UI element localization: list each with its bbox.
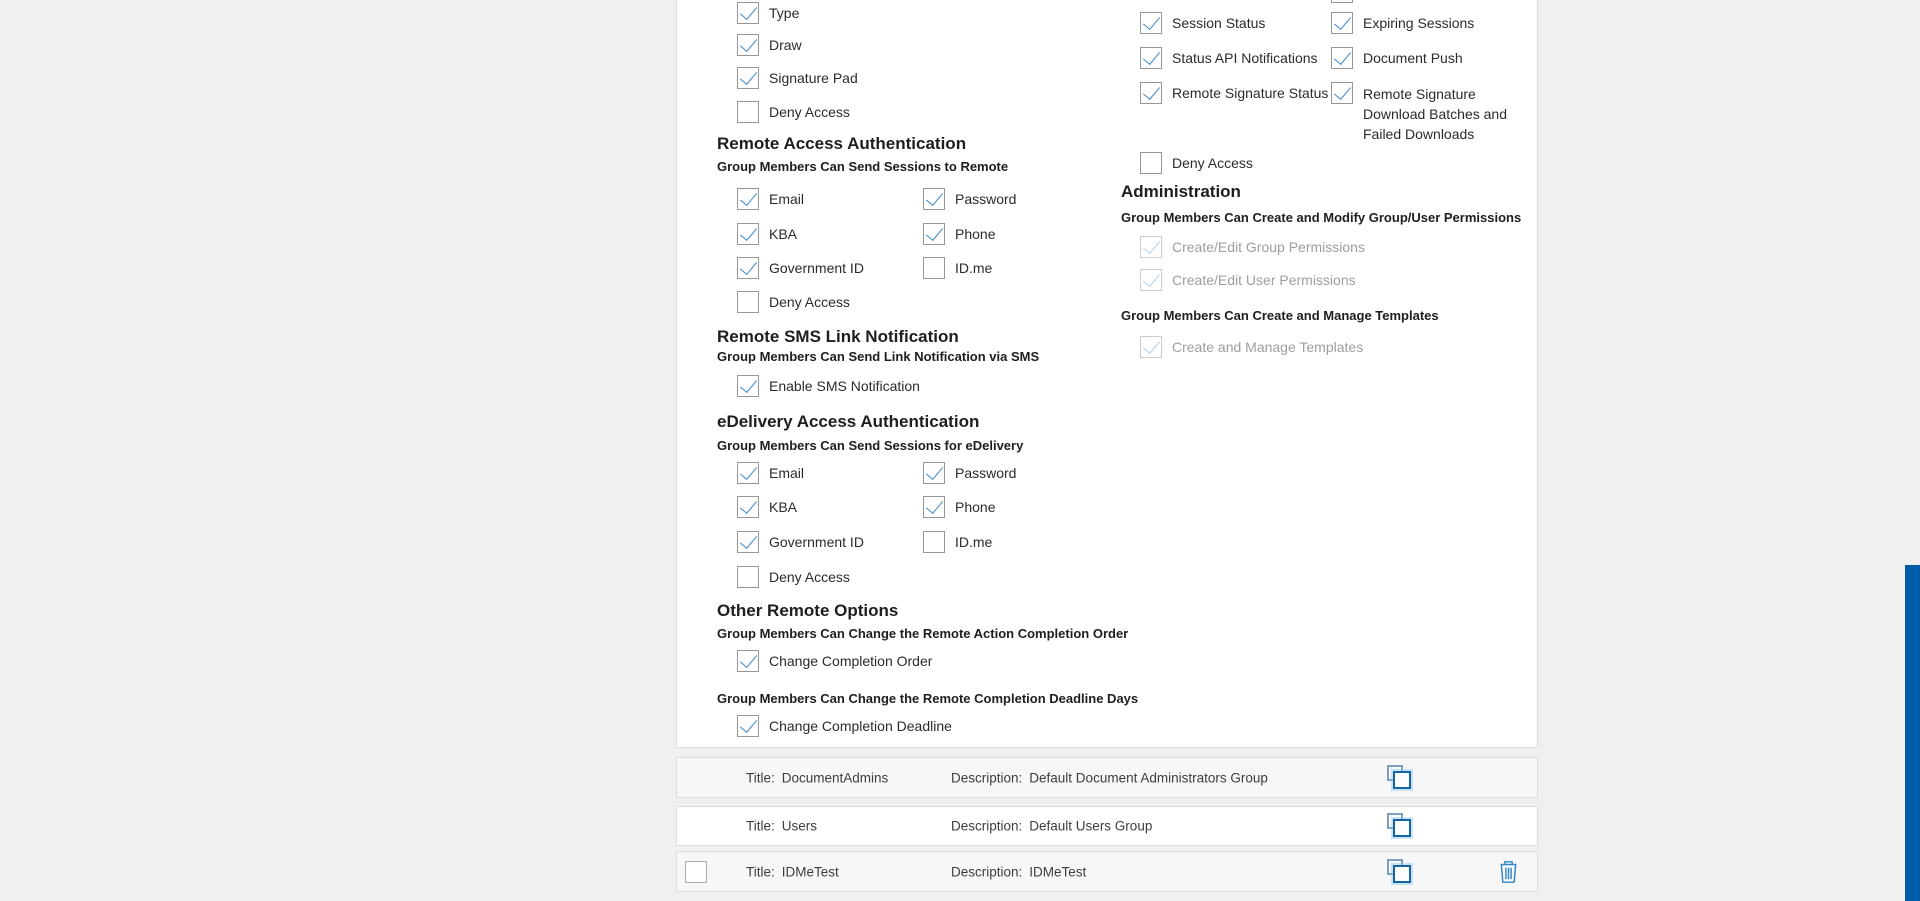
row-description: Description: Default Users Group: [951, 818, 1153, 834]
checkbox-item-status-api-notifications: [1140, 47, 1318, 69]
remote-access-auth-heading: Remote Access Authentication: [717, 134, 967, 153]
draw-label: Draw: [769, 37, 802, 53]
group-row-users[interactable]: [676, 806, 1538, 846]
vertical-scrollbar-thumb[interactable]: [1905, 565, 1920, 901]
checkbox-item-create-edit-user-permissions: [1140, 269, 1356, 291]
ed-phone-label: Phone: [955, 499, 996, 515]
session-status-checkbox[interactable]: [1140, 12, 1162, 34]
checkbox-item-raa-idme: [923, 257, 992, 279]
checkbox-item-signature-pad: [737, 67, 858, 89]
other-remote-options-heading: Other Remote Options: [717, 601, 899, 620]
remote-sms-subheading: Group Members Can Send Link Notification via SMS: [717, 349, 1040, 364]
manage-templates-subheading: Group Members Can Create and Manage Templates: [1121, 308, 1439, 323]
ed-kba-checkbox[interactable]: [737, 496, 759, 518]
row-title: Title: DocumentAdmins: [746, 770, 889, 785]
change-completion-deadline-checkbox[interactable]: [737, 715, 759, 737]
checkbox-item-notifications-deny-access: [1140, 152, 1253, 174]
partial-checkbox[interactable]: [1331, 0, 1353, 3]
ed-password-label: Password: [955, 465, 1017, 481]
checkbox-item-change-completion-order: [737, 650, 932, 672]
checkbox-item-create-manage-templates: [1140, 336, 1363, 358]
remote-signature-status-checkbox[interactable]: [1140, 82, 1162, 104]
trash-icon[interactable]: [1497, 859, 1520, 884]
remote-signature-download-checkbox[interactable]: [1331, 82, 1353, 104]
completion-deadline-subheading: Group Members Can Change the Remote Completion Deadline Days: [717, 691, 1139, 706]
raa-kba-checkbox[interactable]: [737, 223, 759, 245]
draw-checkbox[interactable]: [737, 34, 759, 56]
ed-phone-checkbox[interactable]: [923, 496, 945, 518]
copy-icon-front: [1393, 865, 1411, 883]
raa-phone-label: Phone: [955, 226, 996, 242]
copy-icon[interactable]: [1387, 859, 1413, 885]
remote-access-auth-subheading: Group Members Can Send Sessions to Remote: [717, 159, 1009, 174]
signature-pad-checkbox[interactable]: [737, 67, 759, 89]
notifications-deny-access-label: Deny Access: [1172, 155, 1253, 171]
raa-email-checkbox[interactable]: [737, 188, 759, 210]
create-edit-user-permissions-checkbox: [1140, 269, 1162, 291]
ed-deny-access-checkbox[interactable]: [737, 566, 759, 588]
checkbox-item-expiring-sessions: [1331, 12, 1474, 34]
change-completion-deadline-label: Change Completion Deadline: [769, 718, 952, 734]
checkbox-item-ed-idme: [923, 531, 992, 553]
checkbox-item-type: [737, 2, 799, 24]
checkbox-item-ed-kba: [737, 496, 797, 518]
ed-government-id-label: Government ID: [769, 534, 864, 550]
checkbox-item-session-status: [1140, 12, 1265, 34]
edelivery-auth-subheading: Group Members Can Send Sessions for eDelivery: [717, 438, 1024, 453]
raa-kba-label: KBA: [769, 226, 798, 242]
remote-sms-heading: Remote SMS Link Notification: [717, 327, 959, 346]
ed-email-checkbox[interactable]: [737, 462, 759, 484]
row-select-checkbox[interactable]: [685, 861, 707, 883]
checkbox-item-ed-deny-access: [737, 566, 850, 588]
ed-deny-access-label: Deny Access: [769, 569, 850, 585]
checkbox-item-raa-government-id: [737, 257, 864, 279]
permissions-panel: [676, 0, 1538, 748]
expiring-sessions-label: Expiring Sessions: [1363, 15, 1475, 31]
checkbox-item-document-push: [1331, 47, 1463, 69]
checkbox-item-raa-email: [737, 188, 804, 210]
partial-checkbox-item: [1331, 0, 1353, 3]
ed-email-label: Email: [769, 465, 805, 481]
remote-signature-status-label: Remote Signature Status: [1172, 85, 1329, 101]
signature-pad-label: Signature Pad: [769, 70, 858, 86]
signing-deny-access-label: Deny Access: [769, 104, 850, 120]
create-manage-templates-label: Create and Manage Templates: [1172, 339, 1364, 355]
document-push-checkbox[interactable]: [1331, 47, 1353, 69]
checkbox-item-enable-sms: [737, 375, 920, 397]
enable-sms-checkbox[interactable]: [737, 375, 759, 397]
checkbox-item-remote-signature-download: [1331, 82, 1521, 144]
copy-icon-front: [1393, 771, 1411, 789]
copy-icon[interactable]: [1387, 765, 1413, 791]
change-completion-order-checkbox[interactable]: [737, 650, 759, 672]
ed-kba-label: KBA: [769, 499, 798, 515]
group-user-permissions-subheading: Group Members Can Create and Modify Group/User Permissions: [1121, 210, 1522, 225]
checkbox-item-draw: [737, 34, 802, 56]
raa-email-label: Email: [769, 191, 805, 207]
checkbox-item-ed-password: [923, 462, 1016, 484]
administration-heading: Administration: [1121, 182, 1241, 201]
expiring-sessions-checkbox[interactable]: [1331, 12, 1353, 34]
document-push-label: Document Push: [1363, 50, 1463, 66]
checkbox-item-remote-signature-status: [1140, 82, 1328, 104]
row-title: Title: IDMeTest: [746, 864, 839, 879]
raa-password-checkbox[interactable]: [923, 188, 945, 210]
completion-order-subheading: Group Members Can Change the Remote Action Completion Order: [717, 626, 1129, 641]
checkbox-item-change-completion-deadline: [737, 715, 952, 737]
checkbox-item-raa-password: [923, 188, 1016, 210]
row-description: Description: Default Document Administrators Group: [951, 770, 1268, 785]
status-api-notifications-checkbox[interactable]: [1140, 47, 1162, 69]
enable-sms-label: Enable SMS Notification: [769, 378, 920, 394]
checkbox-item-create-edit-group-permissions: [1140, 236, 1365, 258]
raa-idme-checkbox[interactable]: [923, 257, 945, 279]
ed-idme-checkbox[interactable]: [923, 531, 945, 553]
raa-government-id-checkbox[interactable]: [737, 257, 759, 279]
raa-password-label: Password: [955, 191, 1017, 207]
create-edit-group-permissions-checkbox: [1140, 236, 1162, 258]
copy-icon-front: [1393, 819, 1411, 837]
checkbox-item-raa-kba: [737, 223, 797, 245]
create-edit-group-permissions-label: Create/Edit Group Permissions: [1172, 239, 1365, 255]
type-label: Type: [769, 5, 800, 21]
checkbox-item-raa-phone: [923, 223, 995, 245]
create-edit-user-permissions-label: Create/Edit User Permissions: [1172, 272, 1356, 288]
group-row-documentadmins[interactable]: [676, 757, 1538, 798]
notifications-deny-access-checkbox[interactable]: [1140, 152, 1162, 174]
raa-deny-access-label: Deny Access: [769, 294, 850, 310]
checkbox-item-ed-email: [737, 462, 804, 484]
session-status-label: Session Status: [1172, 15, 1266, 31]
ed-password-checkbox[interactable]: [923, 462, 945, 484]
signing-deny-access-checkbox[interactable]: [737, 101, 759, 123]
row-title: Title: Users: [746, 818, 818, 834]
create-manage-templates-checkbox: [1140, 336, 1162, 358]
raa-phone-checkbox[interactable]: [923, 223, 945, 245]
checkbox-item-ed-phone: [923, 496, 995, 518]
raa-idme-label: ID.me: [955, 260, 993, 276]
checkbox-item-raa-deny-access: [737, 291, 850, 313]
checkbox-item-signing-deny-access: [737, 101, 850, 123]
edelivery-auth-heading: eDelivery Access Authentication: [717, 412, 980, 431]
ed-idme-label: ID.me: [955, 534, 993, 550]
group-row-idmetest[interactable]: [676, 851, 1538, 892]
row-description: Description: IDMeTest: [951, 864, 1087, 879]
ed-government-id-checkbox[interactable]: [737, 531, 759, 553]
type-checkbox[interactable]: [737, 2, 759, 24]
remote-signature-download-label: Remote Signature Download Batches and Failed Downloads: [1363, 86, 1507, 142]
copy-icon[interactable]: [1387, 813, 1413, 839]
raa-deny-access-checkbox[interactable]: [737, 291, 759, 313]
change-completion-order-label: Change Completion Order: [769, 653, 933, 669]
checkbox-item-ed-government-id: [737, 531, 864, 553]
raa-government-id-label: Government ID: [769, 260, 864, 276]
status-api-notifications-label: Status API Notifications: [1172, 50, 1318, 66]
